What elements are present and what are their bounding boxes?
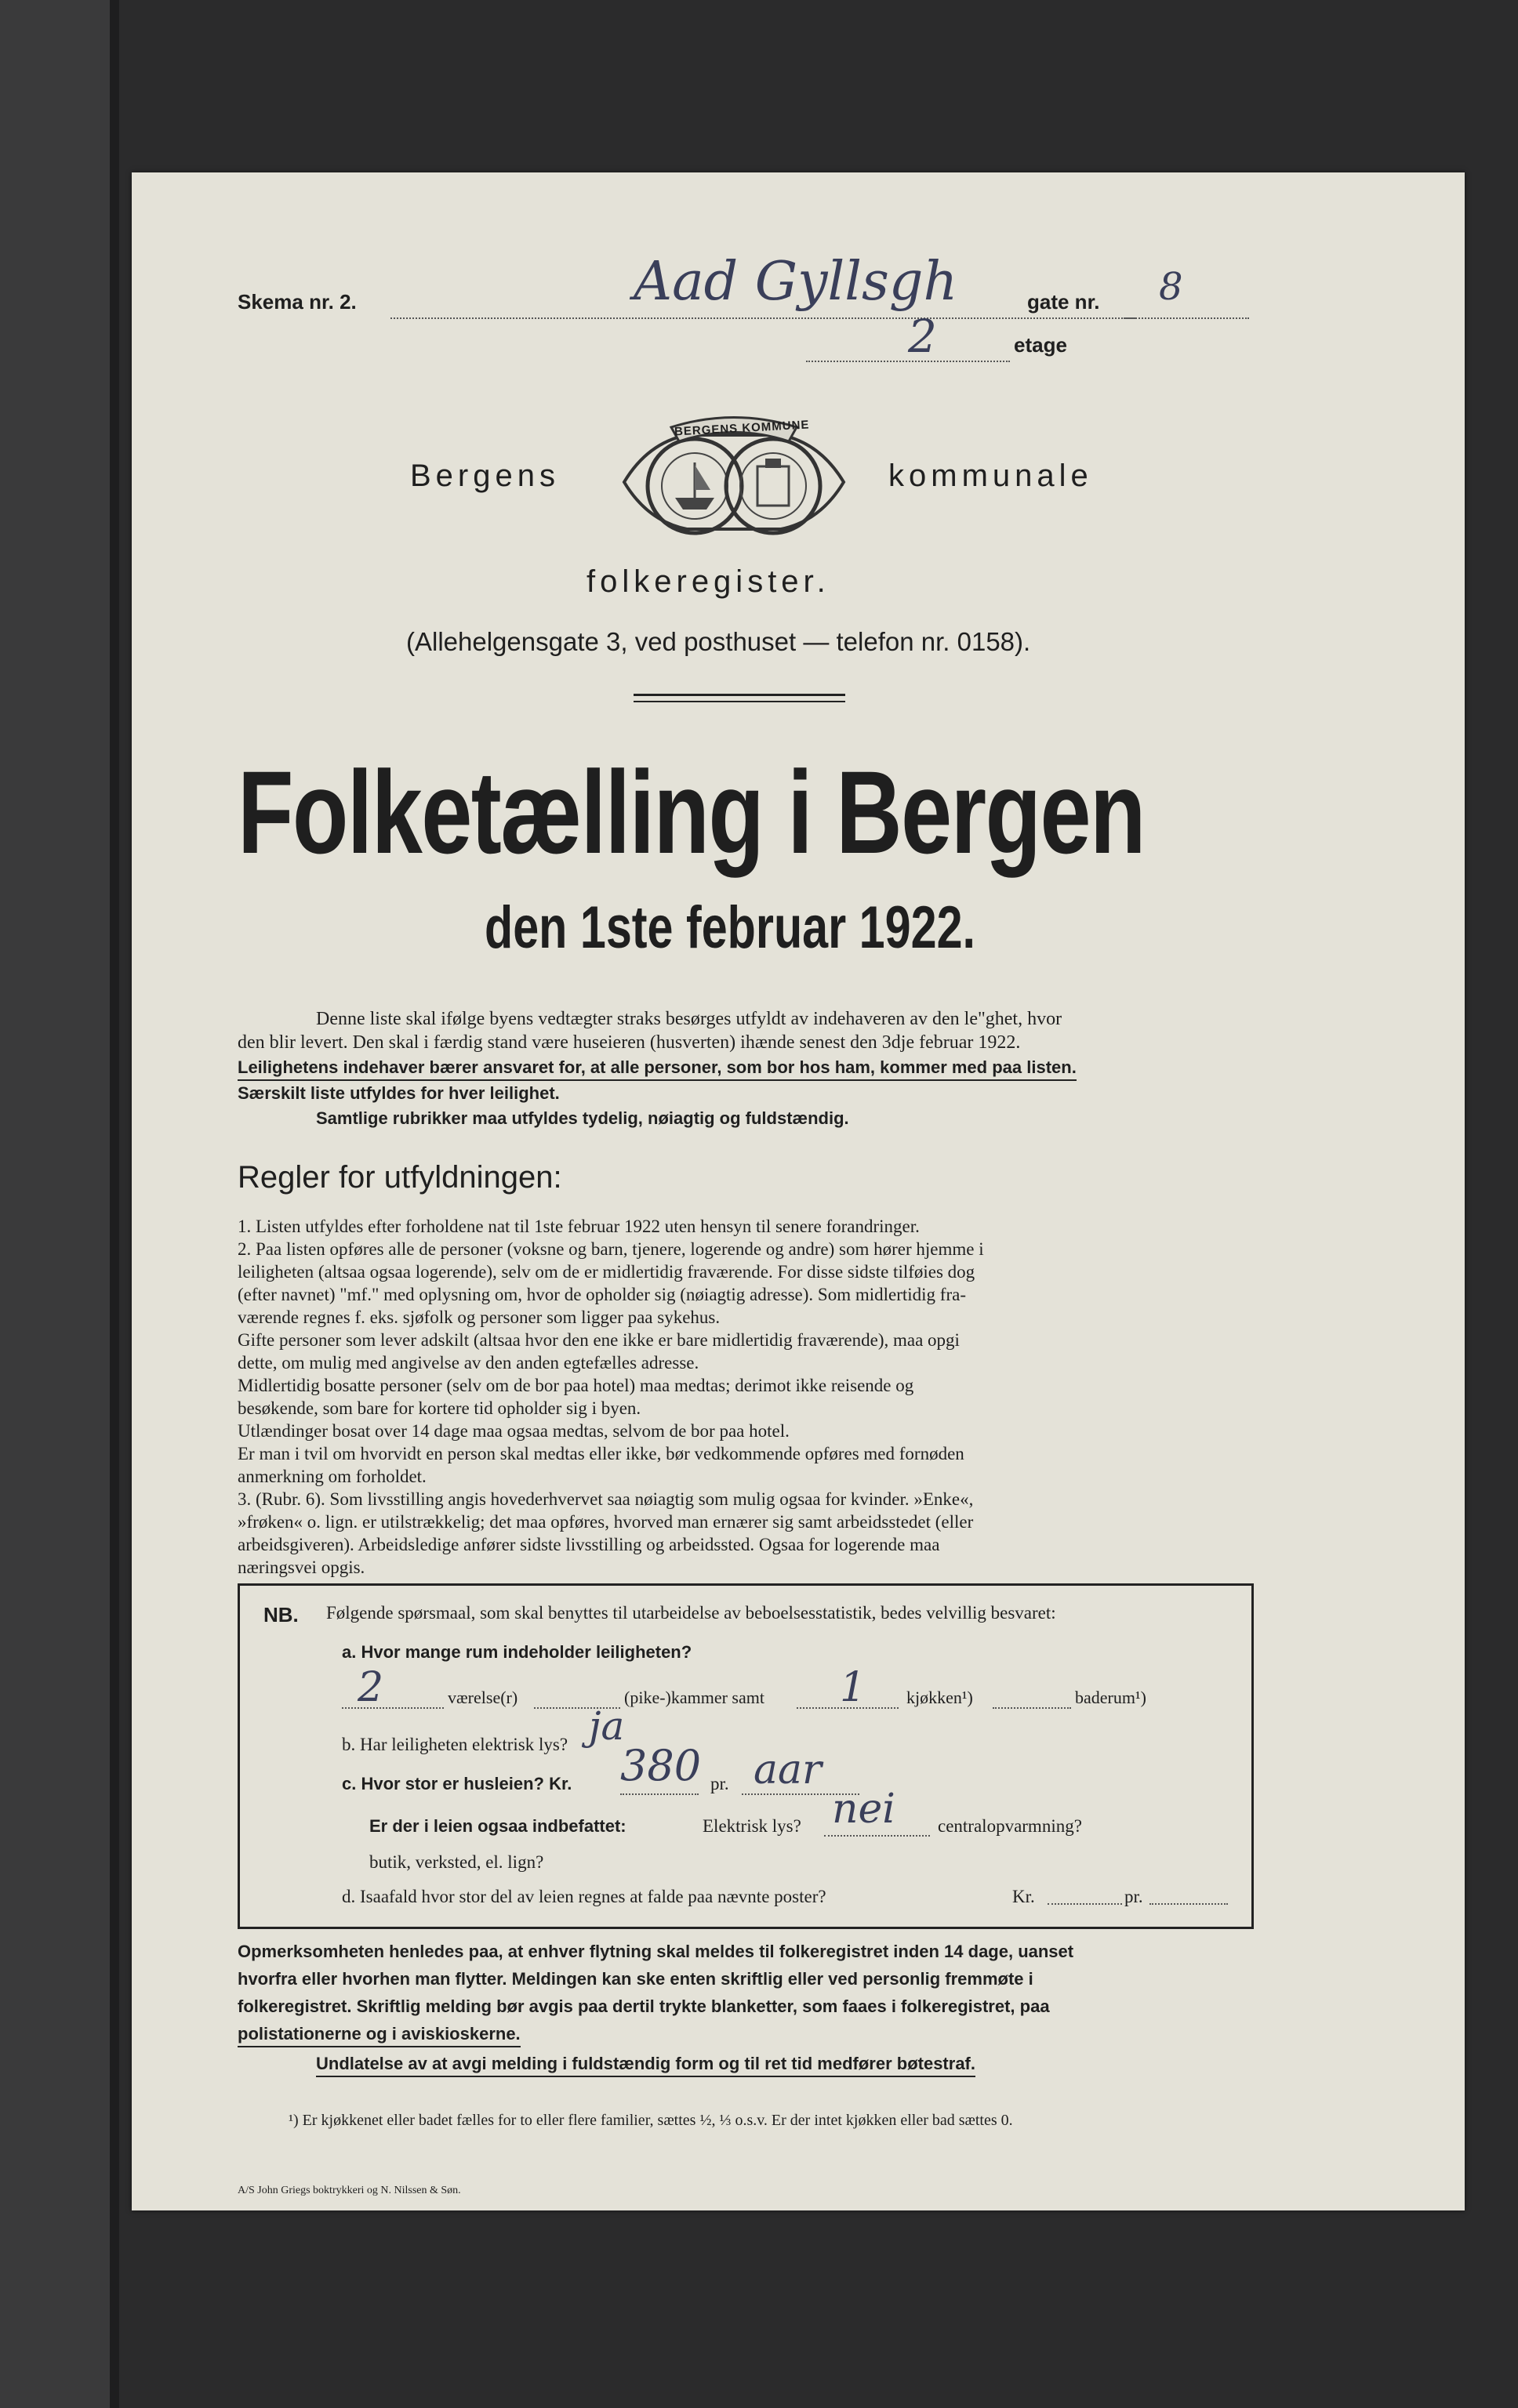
butik-label: butik, verksted, el. lign?	[369, 1852, 544, 1872]
lys-label: Elektrisk lys?	[703, 1816, 801, 1836]
census-form	[132, 172, 1465, 2210]
d-pr: pr.	[1124, 1887, 1143, 1906]
d-kr: Kr.	[1012, 1887, 1035, 1906]
kjokken-value: 1	[840, 1664, 866, 1711]
rule-line: 2. Paa listen opføres alle de personer (voksne og barn, tjenere, logerende og andre) som hører hjemme i	[238, 1239, 984, 1259]
rule-line: næringsvei opgis.	[238, 1558, 365, 1577]
rule-line: Midlertidig bosatte personer (selv om de bor paa hotel) maa medtas; derimot ikke reisende og	[238, 1376, 914, 1395]
rule-line: Utlændinger bosat over 14 dage maa ogsaa medtas, selvom de bor paa hotel.	[238, 1421, 790, 1441]
baderum-line[interactable]	[993, 1707, 1071, 1709]
question-b: b. Har leiligheten elektrisk lys?	[342, 1735, 568, 1754]
baderum-label: baderum¹)	[1075, 1688, 1146, 1707]
d-kr-line[interactable]	[1048, 1903, 1122, 1905]
gate-nr-handwritten: 8	[1159, 265, 1183, 309]
gate-nr-line	[1124, 317, 1249, 319]
notice-line-4: polistationerne og i aviskioskerne.	[238, 2022, 521, 2047]
intro-line-2: den blir levert. Den skal i færdig stand være huseieren (husverten) ihænde senest den 3dje februar 1922.	[238, 1032, 1021, 1053]
gate-label: gate nr.	[1027, 290, 1100, 314]
folder-edge-shadow	[110, 0, 119, 2408]
question-a: a. Hvor mange rum indeholder leiligheten?	[342, 1642, 692, 1662]
rule-line: dette, om mulig med angivelse av den anden egtefælles adresse.	[238, 1353, 699, 1373]
seal-text: BERGENS KOMMUNE	[674, 418, 810, 439]
rent-line[interactable]	[620, 1793, 699, 1795]
street-line	[390, 317, 1135, 319]
divider-top	[634, 694, 845, 696]
kjokken-label: kjøkken¹)	[906, 1688, 973, 1707]
rule-line: arbeidsgiveren). Arbeidsledige anfører sidste livsstilling og arbeidssted. Ogsaa for logerende maa	[238, 1535, 940, 1554]
rule-line: 3. (Rubr. 6). Som livsstilling angis hovederhvervet saa nøiagtig som mulig ogsaa for kvinder. »Enke«,	[238, 1489, 974, 1509]
page-title: Folketælling i Bergen	[238, 746, 1145, 878]
kammer-label: (pike-)kammer samt	[624, 1688, 764, 1707]
answer-b: ja	[589, 1703, 625, 1749]
rule-line: (efter navnet) "mf." med oplysning om, hvor de opholder sig (nøiagtig adresse). Som midlertidig fra-	[238, 1285, 966, 1304]
question-d: d. Isaafald hvor stor del av leien regnes at falde paa nævnte poster?	[342, 1887, 826, 1906]
vaerelse-label: værelse(r)	[448, 1688, 518, 1707]
org-address: (Allehelgensgate 3, ved posthuset — telefon nr. 0158).	[406, 627, 1031, 656]
intro-line-1: Denne liste skal ifølge byens vedtægter straks besørges utfyldt av indehaveren av den le"ghet, hvor	[316, 1009, 1062, 1029]
notice-line-5: Undlatelse av at avgi melding i fuldstændig form og til ret tid medfører bøtestraf.	[316, 2052, 975, 2077]
intro-line-4: Særskilt liste utfyldes for hver leilighet.	[238, 1083, 560, 1103]
rent-pr: pr.	[710, 1774, 729, 1793]
rule-line: værende regnes f. eks. sjøfolk og personer som ligger paa sykehus.	[238, 1307, 721, 1327]
question-c2: Er der i leien ogsaa indbefattet:	[369, 1816, 626, 1836]
rule-line: Gifte personer som lever adskilt (altsaa hvor den ene ikke er bare midlertidig fraværende), maa opgi	[238, 1330, 960, 1350]
footnote: ¹) Er kjøkkenet eller badet fælles for to eller flere familier, sættes ½, ⅓ o.s.v. Er der intet kjøkken eller bad sættes 0.	[289, 2112, 1013, 2129]
printer-imprint: A/S John Griegs boktrykkeri og N. Nilssen & Søn.	[238, 2185, 461, 2196]
rent-amount: 380	[620, 1741, 702, 1790]
rule-line: 1. Listen utfyldes efter forholdene nat til 1ste februar 1922 uten hensyn til senere forandringer.	[238, 1217, 920, 1236]
housing-statistics-box	[238, 1583, 1254, 1929]
rent-period: aar	[754, 1746, 822, 1793]
intro-line-3: Leilighetens indehaver bærer ansvaret for, at alle personer, som bor hos ham, kommer med paa listen.	[238, 1056, 1077, 1081]
rule-line: besøkende, som bare for kortere tid opholder sig i byen.	[238, 1398, 641, 1418]
rule-line: Er man i tvil om hvorvidt en person skal medtas eller ikke, bør vedkommende opføres med fornøden	[238, 1444, 964, 1463]
page-subtitle: den 1ste februar 1922.	[485, 894, 976, 961]
d-pr-line[interactable]	[1149, 1903, 1228, 1905]
central-label: centralopvarmning?	[938, 1816, 1082, 1836]
lys-line[interactable]	[824, 1835, 930, 1837]
etage-handwritten: 2	[908, 310, 937, 363]
rule-line: leiligheten (altsaa ogsaa logerende), selv om de er midlertidig fraværende. For disse sidste tilføies dog	[238, 1262, 975, 1282]
rule-line: »frøken« o. lign. er utilstrækkelig; det maa opføres, hvorved man ernærer sig samt arbeidsstedet (eller	[238, 1512, 974, 1532]
etage-label: etage	[1014, 333, 1067, 357]
org-right: kommunale	[888, 459, 1093, 493]
skema-label: Skema nr. 2.	[238, 290, 357, 314]
rule-line: anmerkning om forholdet.	[238, 1467, 427, 1486]
org-line2: folkeregister.	[586, 564, 830, 599]
vaerelse-value: 2	[358, 1664, 384, 1711]
lys-answer: nei	[832, 1786, 895, 1833]
notice-line-2: hvorfra eller hvorhen man flytter. Meldingen kan ske enten skriftlig eller ved personlig fremmøte i	[238, 1969, 1033, 1989]
street-handwritten: Aad Gyllsgh	[634, 251, 958, 313]
intro-line-5: Samtlige rubrikker maa utfyldes tydelig, nøiagtig og fuldstændig.	[316, 1108, 849, 1128]
nb-label: NB.	[263, 1603, 299, 1626]
org-left: Bergens	[410, 459, 560, 493]
notice-line-1: Opmerksomheten henledes paa, at enhver flytning skal meldes til folkeregistret inden 14 dage, uanset	[238, 1942, 1074, 1961]
rules-heading: Regler for utfyldningen:	[238, 1160, 562, 1195]
question-c: c. Hvor stor er husleien? Kr.	[342, 1774, 572, 1793]
nb-intro: Følgende spørsmaal, som skal benyttes til utarbeidelse av beboelsesstatistik, bedes velvillig besvaret:	[326, 1603, 1056, 1623]
divider-bottom	[634, 701, 845, 702]
folder-edge	[0, 0, 118, 2408]
notice-line-3: folkeregistret. Skriftlig melding bør avgis paa dertil trykte blanketter, som faaes i folkeregistret, paa	[238, 1996, 1050, 2016]
